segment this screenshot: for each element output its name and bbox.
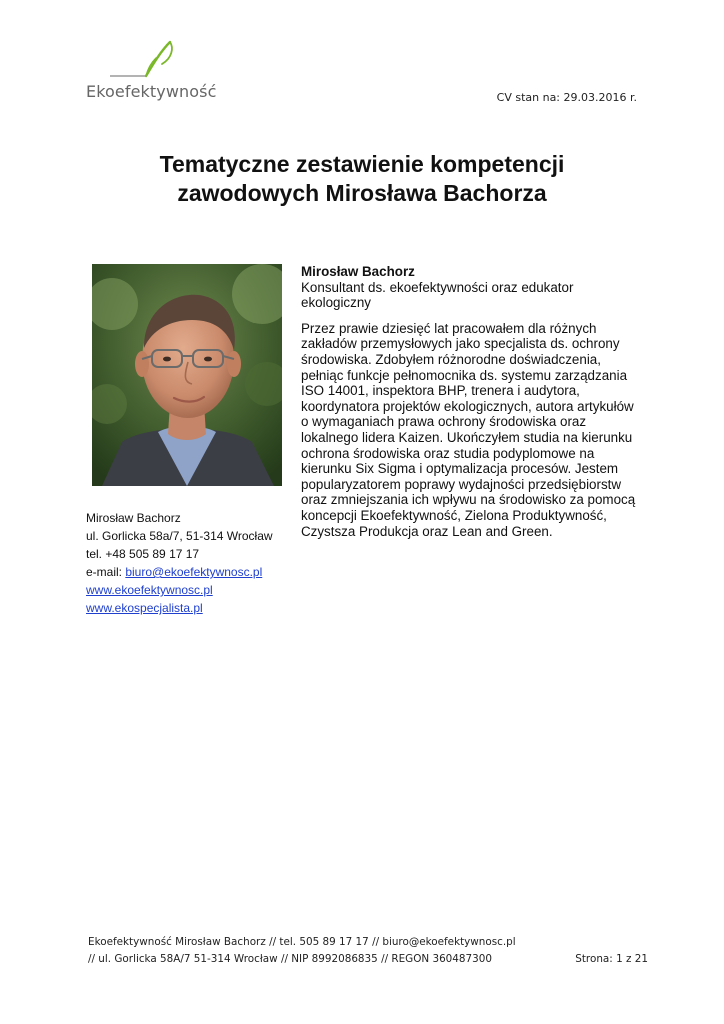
company-logo	[82, 38, 217, 104]
website-link-ekoefektywnosc[interactable]: www.ekoefektywnosc.pl	[86, 583, 213, 597]
title-line-1: Tematyczne zestawienie kompetencji	[159, 151, 565, 177]
leaf-logo-icon	[82, 38, 212, 86]
profile-section	[301, 264, 641, 539]
profile-role: Konsultant ds. ekoefektywności oraz edukator ekologiczny	[301, 279, 574, 311]
title-line-2: zawodowych Mirosława Bachorza	[177, 180, 547, 206]
footer-line-2: // ul. Gorlicka 58A/7 51-314 Wrocław // NIP 8992086835 // REGON 360487300	[88, 953, 492, 965]
page-number: Strona: 1 z 21	[575, 953, 648, 965]
email-label: e-mail:	[86, 565, 126, 579]
footer-line-1: Ekoefektywność Mirosław Bachorz // tel. 505 89 17 17 // biuro@ekoefektywnosc.pl	[88, 936, 516, 948]
contact-address: ul. Gorlicka 58a/7, 51-314 Wrocław	[86, 529, 273, 543]
contact-block	[86, 509, 296, 617]
logo-text: Ekoefektywność	[86, 82, 217, 101]
website-link-ekospecjalista[interactable]: www.ekospecjalista.pl	[86, 601, 203, 615]
profile-bio: Przez prawie dziesięć lat pracowałem dla różnych zakładów przemysłowych jako specjalista ds. ochrony środowiska. Zdobyłem różnorodne doświadczenia, pełniąc funkcje pełnomocnika ds. systemu zarządzania ISO 14001, inspektora BHP, trenera i audytora, koordynatora projektów ekologicznych, autora artykułów o wymaganiach prawa ochrony środowiska oraz lokalnego lidera Kaizen. Ukończyłem studia na kierunku ochrona środowiska oraz studia podyplomowe na kierunku Six Sigma i optymalizacja procesów. Jestem popularyzatorem poprawy wydajności przedsiębiorstw oraz zmniejszania ich wpływu na środowisko za pomocą koncepcji Ekoefektywność, Zielona Produktywność, Czystsza Produkcja oraz Lean and Green.	[301, 320, 636, 539]
profile-name: Mirosław Bachorz	[301, 264, 415, 279]
email-link[interactable]: biuro@ekoefektywnosc.pl	[125, 565, 263, 579]
page-title	[0, 150, 724, 208]
portrait-photo	[92, 264, 282, 486]
contact-email-row	[86, 563, 296, 581]
contact-name: Mirosław Bachorz	[86, 511, 181, 525]
cv-date: CV stan na: 29.03.2016 r.	[496, 91, 637, 104]
contact-phone: tel. +48 505 89 17 17	[86, 547, 200, 561]
page-footer	[88, 934, 648, 968]
